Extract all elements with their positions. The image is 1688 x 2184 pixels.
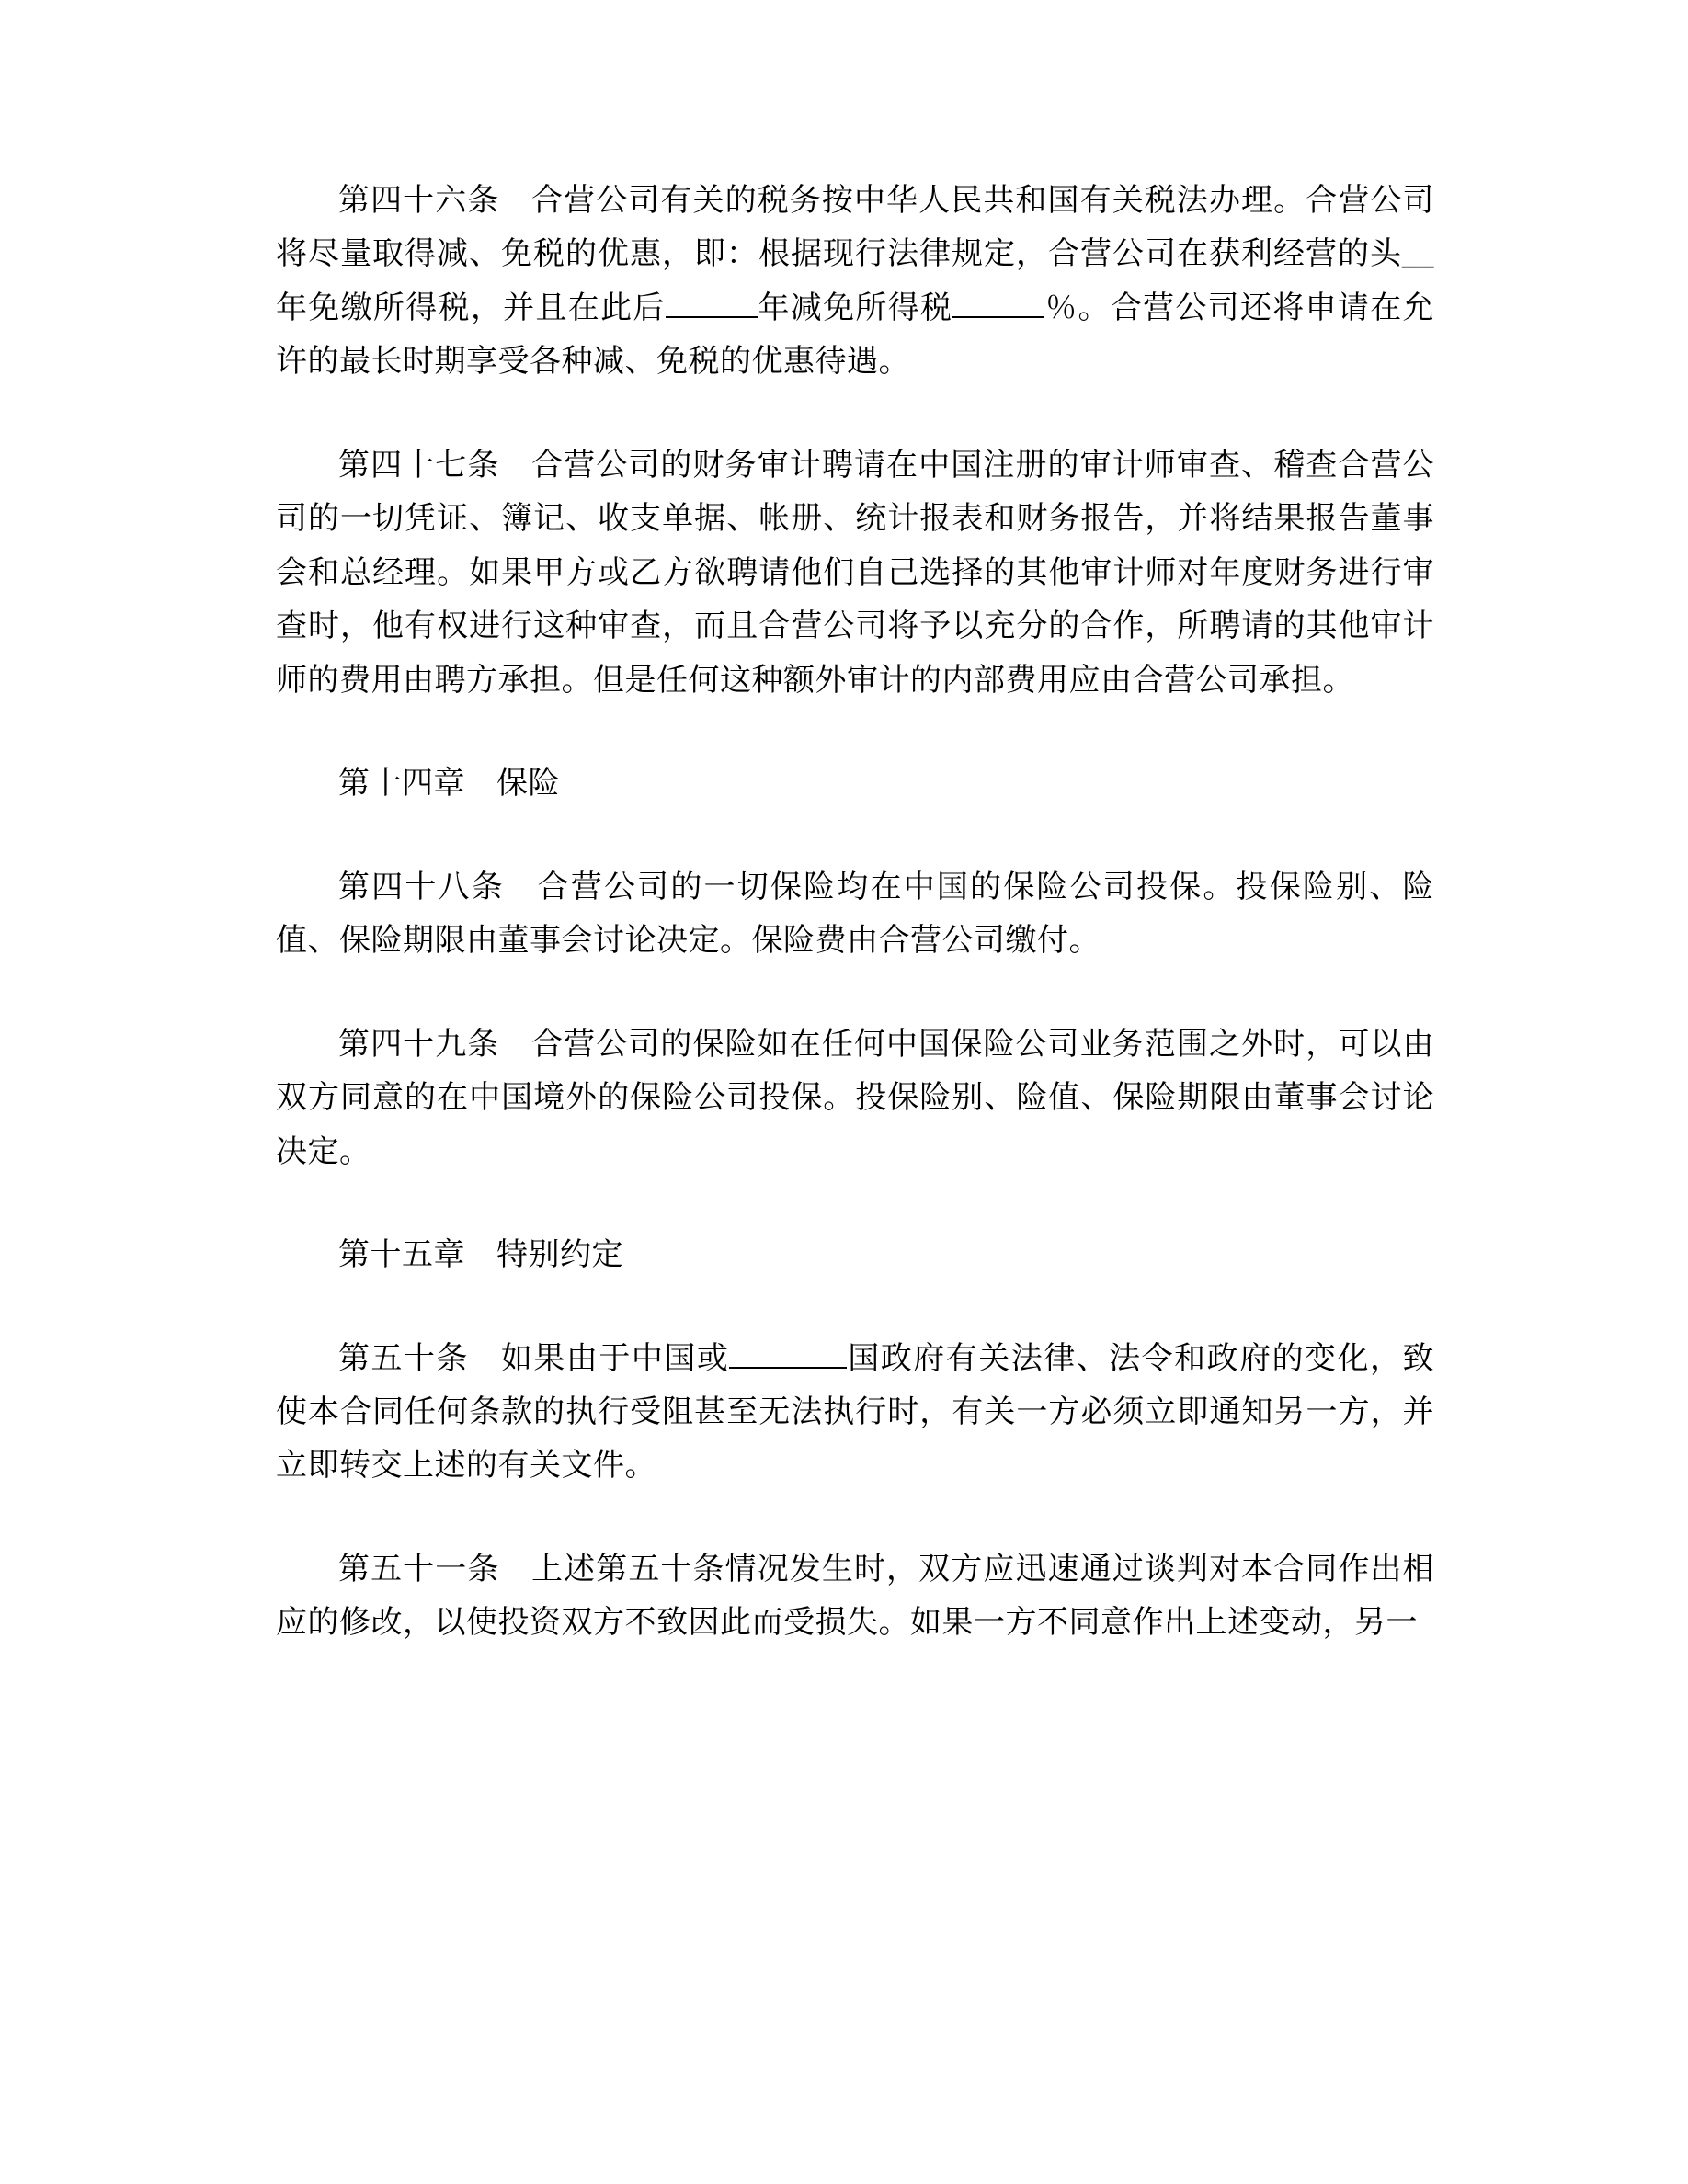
article-50 — [276, 1333, 1434, 1494]
paragraph-text: 第十四章 — [338, 767, 465, 802]
paragraph-text: 上述第五十条情况发生时，双方应迅速通过谈判对本合同作出相应的修改，以使投资双方不致因此而受损失。如果一方不同意作出上述变动，另一 — [276, 1552, 1435, 1641]
paragraph-text: 第五十一条 — [338, 1552, 500, 1587]
document-body — [276, 175, 1434, 1651]
article-49 — [276, 1018, 1434, 1179]
chapter-14-heading — [276, 757, 1434, 811]
article-48 — [276, 861, 1434, 969]
paragraph-text: 第四十六条 — [338, 184, 500, 218]
fill-in-blank — [666, 316, 758, 318]
article-47 — [276, 439, 1434, 708]
paragraph-text: 第四十七条 — [338, 448, 500, 483]
paragraph-text: 保险 — [496, 767, 560, 802]
fill-in-blank — [729, 1367, 847, 1369]
paragraph-text: 第五十条 — [338, 1341, 469, 1376]
fill-in-blank — [952, 316, 1044, 318]
paragraph-text: 合营公司的财务审计聘请在中国注册的审计师审查、稽查合营公司的一切凭证、簿记、收支单据、帐册、统计报表和财务报告，并将结果报告董事会和总经理。如果甲方或乙方欲聘请他们自己选择的其他审计师对年度财务进行审查时，他有权进行这种审查，而且合营公司将予以充分的合作，所聘请的其他审计师的费用由聘方承担。但是任何这种额外审计的内部费用应由合营公司承担。 — [276, 448, 1435, 698]
chapter-15-heading — [276, 1229, 1434, 1282]
article-46 — [276, 175, 1434, 390]
paragraph-text: 合营公司有关的税务按中华人民共和国有关税法办理。合营公司将尽量取得减、免税的优惠，即：根据现行法律规定，合营公司在获利经营的头__年免缴所得税，并且在此后 — [276, 184, 1435, 325]
article-51 — [276, 1543, 1434, 1651]
paragraph-text: 第十五章 — [338, 1238, 465, 1273]
paragraph-text: 合营公司的保险如在任何中国保险公司业务范围之外时，可以由双方同意的在中国境外的保险公司投保。投保险别、险值、保险期限由董事会讨论决定。 — [276, 1027, 1435, 1169]
paragraph-text: 第四十八条 — [338, 870, 505, 904]
paragraph-text: 第四十九条 — [338, 1027, 500, 1062]
paragraph-text: 如果由于中国或 — [499, 1341, 730, 1376]
paragraph-text: 国政府有关法律、法令和政府的变化，致使本合同任何条款的执行受阻甚至无法执行时，有关一方必须立即通知另一方，并立即转交上述的有关文件。 — [276, 1341, 1435, 1484]
paragraph-text: 特别约定 — [496, 1238, 623, 1273]
paragraph-text: ％。合营公司还将申请在允许的最长时期享受各种减、免税的优惠待遇。 — [276, 290, 1435, 380]
paragraph-text: 年减免所得税 — [757, 290, 953, 325]
paragraph-text: 合营公司的一切保险均在中国的保险公司投保。投保险别、险值、保险期限由董事会讨论决定。保险费由合营公司缴付。 — [276, 870, 1434, 959]
